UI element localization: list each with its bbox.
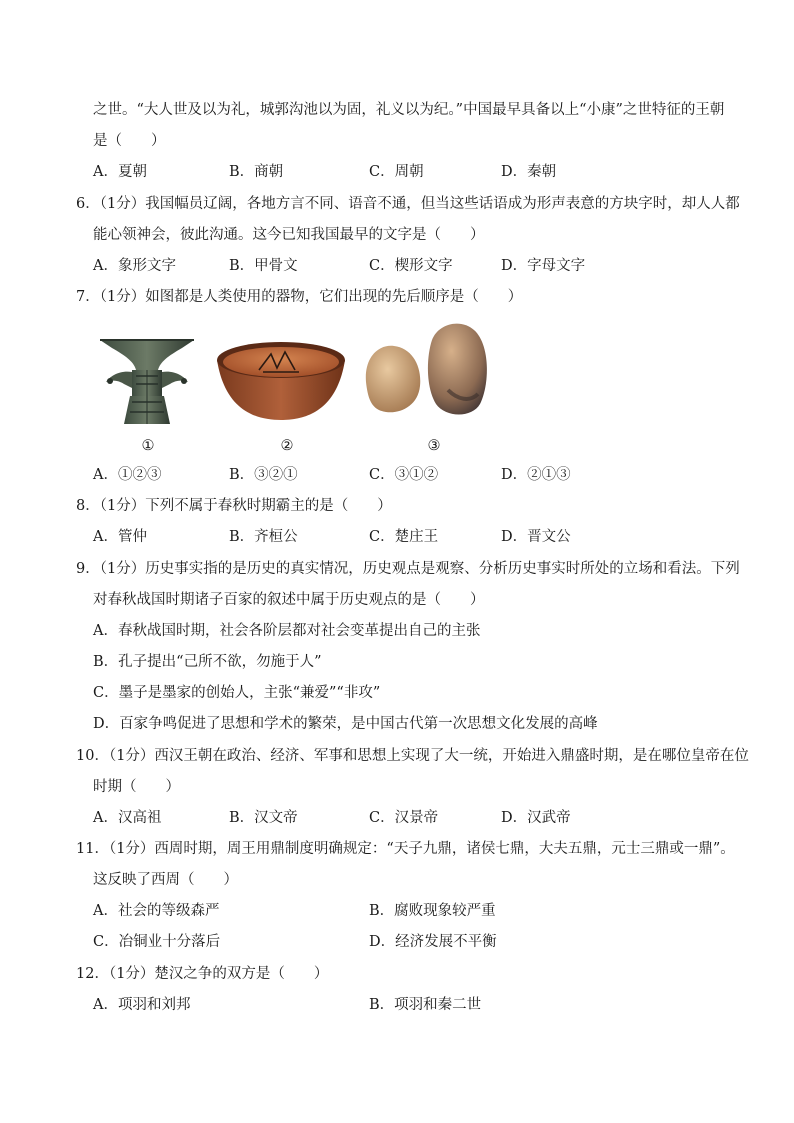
q5-option-b: B．商朝	[229, 164, 284, 180]
q7-option-b: B．③②①	[229, 467, 298, 483]
q9-option-a: A．春秋战国时期，社会各阶层都对社会变革提出自己的主张	[93, 623, 481, 639]
q10-option-d: D．汉武帝	[501, 810, 571, 826]
painted-pottery-bowl-image	[215, 340, 347, 422]
figure-label-2: ②	[280, 438, 294, 454]
q6-option-b: B．甲骨文	[229, 258, 298, 274]
figure-label-3: ③	[427, 438, 441, 454]
q10-line1: 10．（1分）西汉王朝在政治、经济、军事和思想上实现了大一统，开始进入鼎盛时期，是在哪位皇帝在位	[76, 748, 749, 764]
q12-line1: 12．（1分）楚汉之争的双方是（ ）	[76, 966, 329, 982]
q10-line2: 时期（ ）	[93, 779, 180, 795]
q5-option-a: A．夏朝	[93, 164, 147, 180]
q9-option-c: C．墨子是墨家的创始人，主张“兼爱”“非攻”	[93, 685, 381, 701]
stone-tools-image	[360, 320, 492, 420]
q8-option-a: A．管仲	[93, 529, 147, 545]
q8-option-d: D．晋文公	[501, 529, 571, 545]
q12-option-b: B．项羽和秦二世	[369, 997, 482, 1013]
q9-option-b: B．孔子提出“己所不欲，勿施于人”	[93, 654, 322, 670]
q7-option-a: A．①②③	[93, 467, 162, 483]
q11-option-a: A．社会的等级森严	[93, 903, 220, 919]
q11-option-d: D．经济发展不平衡	[369, 934, 497, 950]
q5-line1: 之世。“大人世及以为礼，城郭沟池以为固，礼义以为纪。”中国最早具备以上“小康”之世特征的王朝	[93, 102, 725, 118]
q5-line2: 是（ ）	[93, 133, 166, 149]
q11-line1: 11．（1分）西周时期，周王用鼎制度明确规定：“天子九鼎，诸侯七鼎，大夫五鼎，元士三鼎或一鼎”。	[76, 841, 735, 857]
q7-option-c: C．③①②	[369, 467, 439, 483]
q11-option-c: C．冶铜业十分落后	[93, 934, 221, 950]
q8-option-b: B．齐桓公	[229, 529, 298, 545]
q6-option-c: C．楔形文字	[369, 258, 453, 274]
q8-line1: 8．（1分）下列不属于春秋时期霸主的是（ ）	[76, 498, 392, 514]
q9-option-d: D．百家争鸣促进了思想和学术的繁荣，是中国古代第一次思想文化发展的高峰	[93, 716, 598, 732]
q12-option-a: A．项羽和刘邦	[93, 997, 191, 1013]
q6-line1: 6．（1分）我国幅员辽阔，各地方言不同、语音不通，但当这些话语成为形声表意的方块字时，却人人都	[76, 196, 740, 212]
q7-option-d: D．②①③	[501, 467, 571, 483]
q9-line1: 9．（1分）历史事实指的是历史的真实情况，历史观点是观察、分析历史事实时所处的立场和看法。下列	[76, 561, 740, 577]
q7-line1: 7．（1分）如图都是人类使用的器物，它们出现的先后顺序是（ ）	[76, 289, 523, 305]
q9-line2: 对春秋战国时期诸子百家的叙述中属于历史观点的是（ ）	[93, 592, 485, 608]
q10-option-b: B．汉文帝	[229, 810, 298, 826]
q5-option-d: D．秦朝	[501, 164, 557, 180]
bronze-vessel-image	[96, 336, 198, 428]
q11-option-b: B．腐败现象较严重	[369, 903, 496, 919]
q11-line2: 这反映了西周（ ）	[93, 872, 238, 888]
q6-option-a: A．象形文字	[93, 258, 176, 274]
q5-option-c: C．周朝	[369, 164, 424, 180]
q10-option-a: A．汉高祖	[93, 810, 162, 826]
q8-option-c: C．楚庄王	[369, 529, 439, 545]
q6-line2: 能心领神会，彼此沟通。这今已知我国最早的文字是（ ）	[93, 227, 485, 243]
q10-option-c: C．汉景帝	[369, 810, 439, 826]
q6-option-d: D．字母文字	[501, 258, 586, 274]
figure-label-1: ①	[141, 438, 155, 454]
